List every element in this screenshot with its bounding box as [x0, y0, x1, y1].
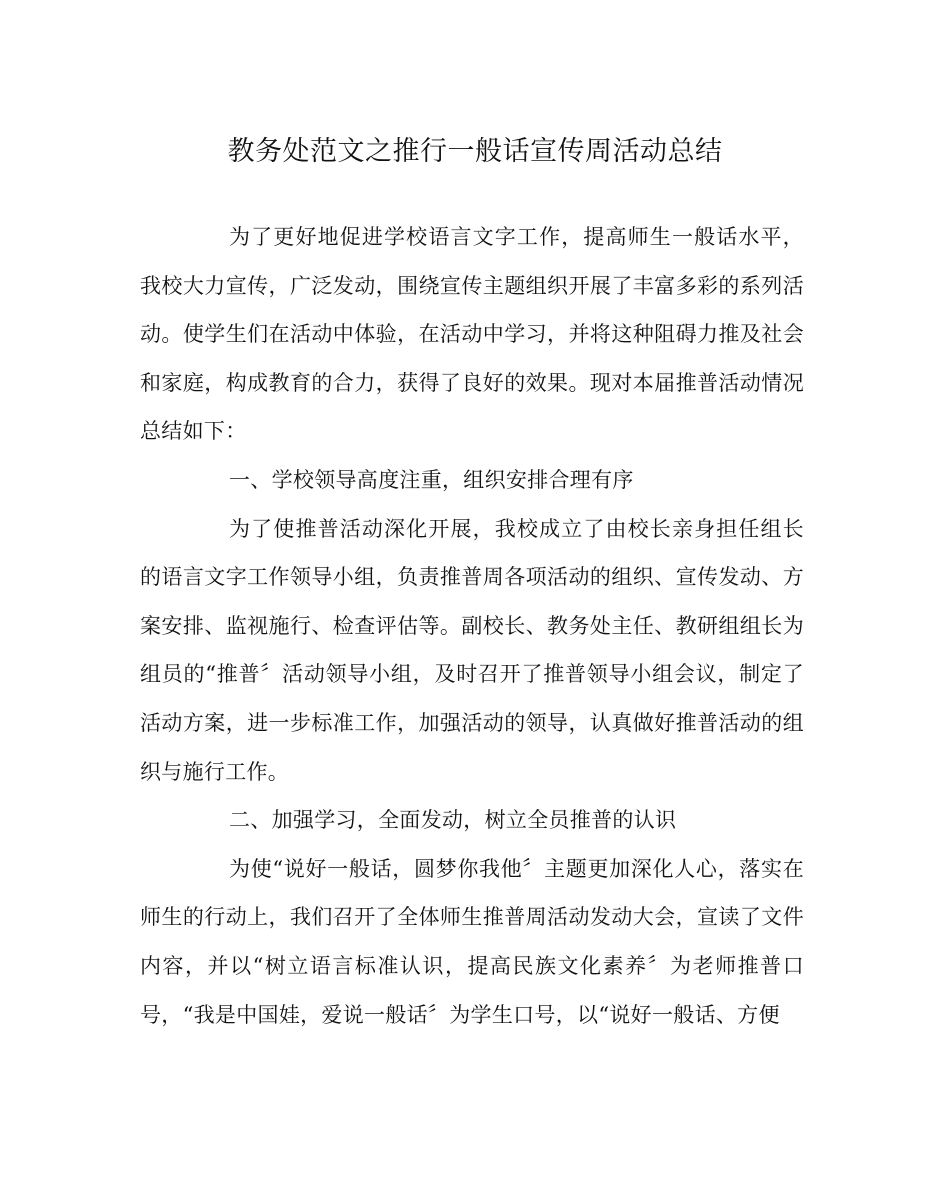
paragraph-section-1: 为了使推普活动深化开展，我校成立了由校长亲身担任组长的语言文字工作领导小组，负责推普周各项活动的组织、宣传发动、方案安排、监视施行、检查评估等。副校长、教务处主任、教研组组长为组员的“推普〞活动领导小组，及时召开了推普领导小组会议，制定了活动方案，进一步标准工作，加强活动的领导，认真做好推普活动的组织与施行工作。	[140, 516, 804, 784]
paragraph-intro: 为了更好地促进学校语言文字工作，提高师生一般话水平，我校大力宣传，广泛发动，围绕宣传主题组织开展了丰富多彩的系列活动。使学生们在活动中体验，在活动中学习，并将这种阻碍力推及社会和家庭，构成教育的合力，获得了良好的效果。现对本届推普活动情况总结如下：	[140, 225, 804, 444]
document-title: 教务处范文之推行一般话宣传周活动总结	[227, 136, 723, 167]
section-heading-2: 二、加强学习，全面发动，树立全员推普的认识	[229, 808, 677, 833]
paragraph-section-2: 为使“说好一般话，圆梦你我他〞主题更加深化人心，落实在师生的行动上，我们召开了全体师生推普周活动发动大会，宣读了文件内容，并以“树立语言标准认识，提高民族文化素养〞为老师推普口号，“我是中国娃，爱说一般话〞为学生口号，以“说好一般话、方便	[140, 856, 804, 1027]
document-body	[140, 213, 804, 1039]
section-heading-1: 一、学校领导高度注重，组织安排合理有序	[229, 467, 634, 492]
